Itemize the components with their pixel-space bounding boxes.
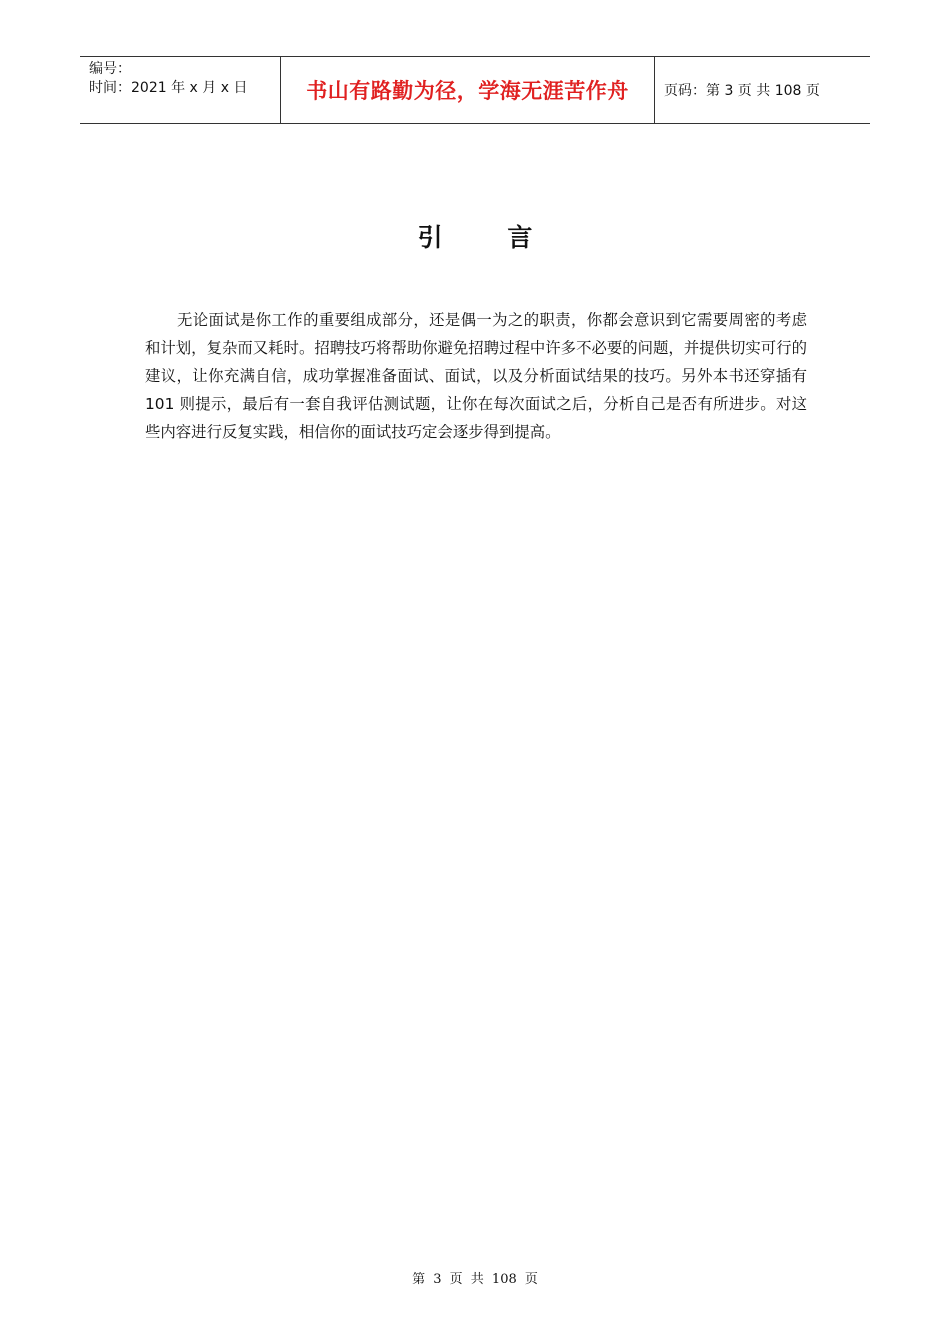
document-date: 时间：2021 年 x 月 x 日 xyxy=(89,80,248,96)
header-meta-cell xyxy=(80,57,281,123)
document-header xyxy=(80,56,870,124)
document-number-label: 编号： xyxy=(89,61,131,77)
page-title: 引 言 xyxy=(417,223,561,252)
intro-paragraph: 无论面试是你工作的重要组成部分，还是偶一为之的职责，你都会意识到它需要周密的考虑和计划，复杂而又耗时。招聘技巧将帮助你避免招聘过程中许多不必要的问题，并提供切实可行的建议，让你充满自信，成功掌握准备面试、面试，以及分析面试结果的技巧。另外本书还穿插有 101 则提示，最后有一套自我评估测试题，让你在每次面试之后，分析自己是否有所进步。对这些内容进行反复实践，相信你的面试技巧定会逐步得到提高。 xyxy=(145,311,807,441)
header-page-info: 页码：第 3 页 共 108 页 xyxy=(664,83,820,99)
header-motto: 书山有路勤为径，学海无涯苦作舟 xyxy=(306,78,629,103)
header-page-cell xyxy=(655,57,870,123)
page-footer: 第 3 页 共 108 页 xyxy=(412,1272,538,1287)
header-motto-cell xyxy=(281,57,655,123)
